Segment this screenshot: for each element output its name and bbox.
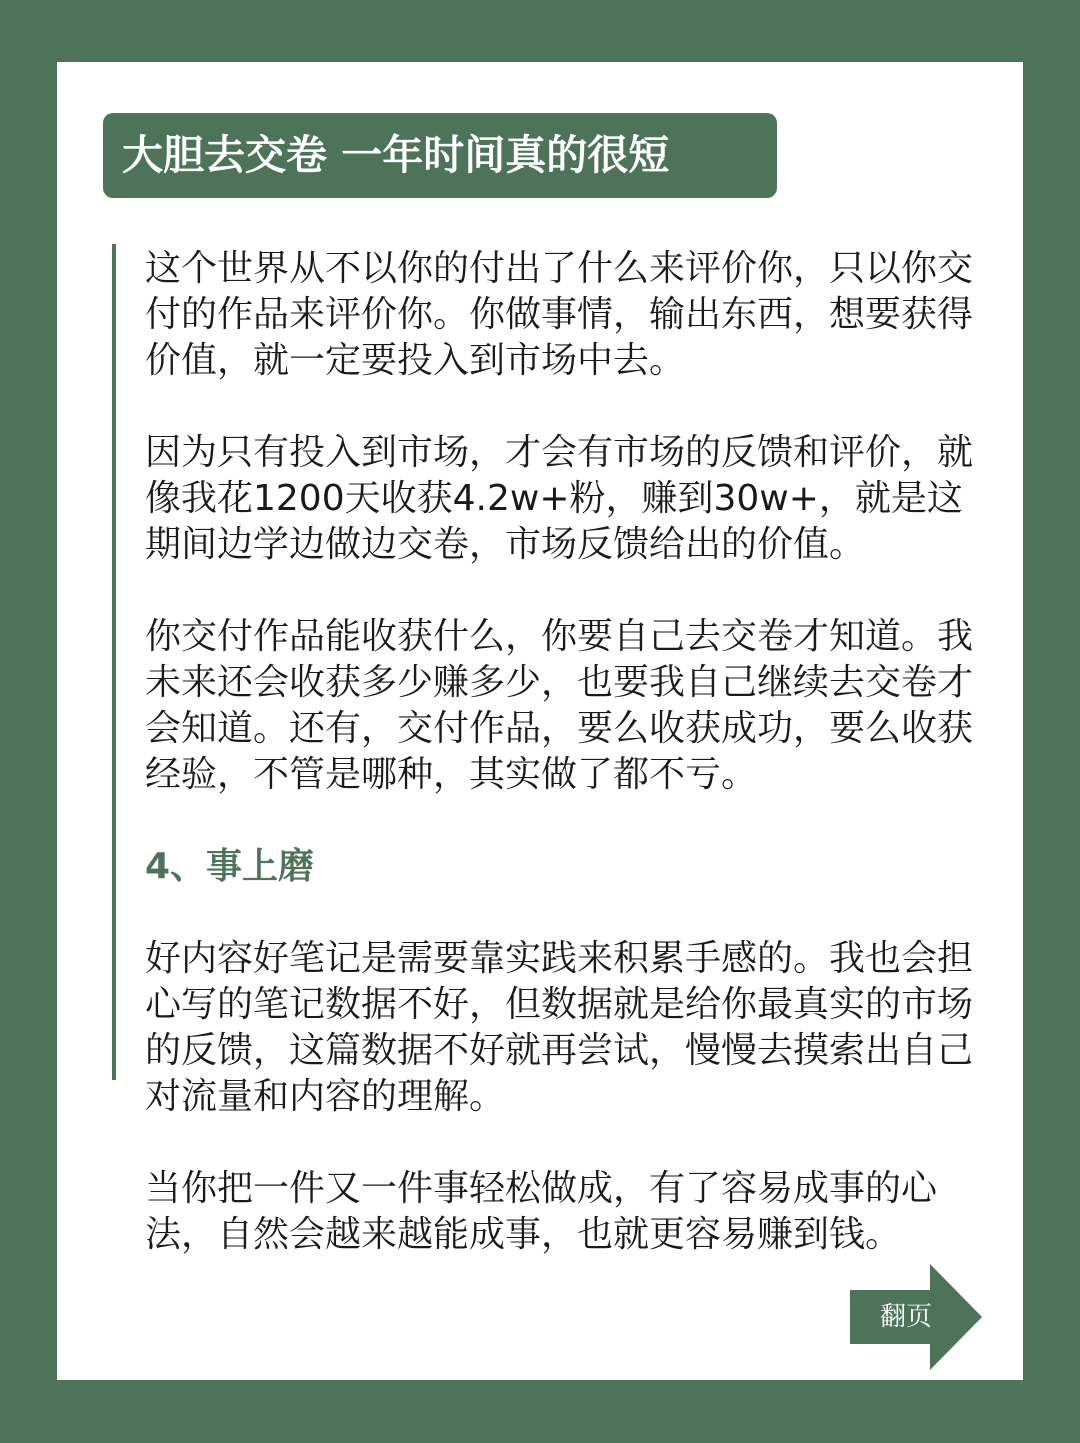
paragraph-1: 这个世界从不以你的付出了什么来评价你，只以你交付的作品来评价你。你做事情，输出东西，想要获得价值，就一定要投入到市场中去。: [145, 248, 974, 381]
flip-page-label: 翻页: [879, 1302, 932, 1332]
paragraph-5: 当你把一件又一件事轻松做成，有了容易成事的心法，自然会越来越能成事，也就更容易赚到钱。: [145, 1168, 938, 1255]
content-card: [57, 62, 1023, 1380]
paragraph-2: 因为只有投入到市场，才会有市场的反馈和评价，就像我花1200天收获4.2w+粉，赚到30w+，就是这期间边学边做边交卷，市场反馈给出的价值。: [145, 432, 974, 565]
paragraph-4: 好内容好笔记是需要靠实践来积累手感的。我也会担心写的笔记数据不好，但数据就是给你最真实的市场的反馈，这篇数据不好就再尝试，慢慢去摸索出自己对流量和内容的理解。: [145, 938, 974, 1117]
flip-page-button[interactable]: [850, 1264, 982, 1370]
section-heading: 4、事上磨: [145, 846, 315, 887]
paragraph-3: 你交付作品能收获什么，你要自己去交卷才知道。我未来还会收获多少赚多少，也要我自己继续去交卷才会知道。还有，交付作品，要么收获成功，要么收获经验，不管是哪种，其实做了都不亏。: [145, 616, 974, 795]
page-title: 大胆去交卷 一年时间真的很短: [103, 113, 777, 198]
quote-bar: [112, 244, 116, 1080]
article-body: [145, 246, 985, 1258]
